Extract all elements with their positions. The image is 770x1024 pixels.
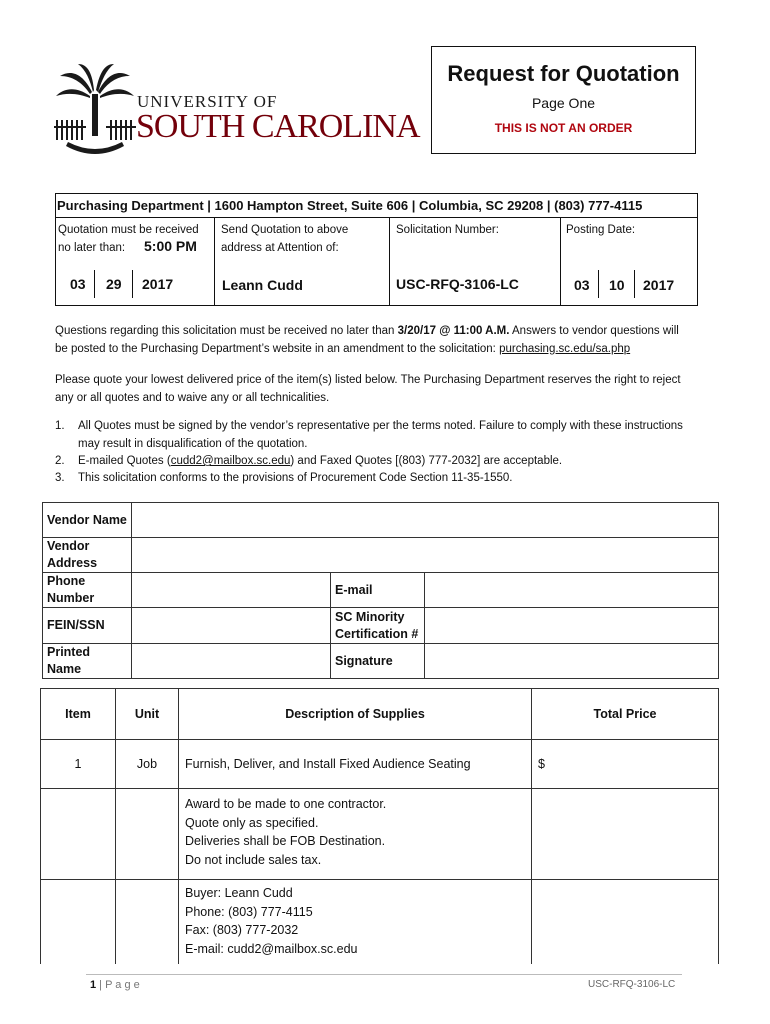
empty-cell	[116, 789, 179, 880]
printed-name-label: Printed Name	[43, 644, 132, 679]
divider	[598, 270, 599, 298]
instructions-list	[55, 418, 705, 488]
list-item	[78, 453, 698, 471]
empty-cell	[116, 880, 179, 964]
questions-paragraph	[55, 322, 705, 358]
fein-field[interactable]	[132, 608, 331, 644]
received-label-1: Quotation must be received	[58, 224, 199, 236]
item-description: Furnish, Deliver, and Install Fixed Audience Seating	[179, 740, 532, 789]
phone-label: Phone Number	[43, 573, 132, 608]
quote-text: Please quote your lowest delivered price of the item(s) listed below. The Purchasing Department reserves the right to reject	[55, 374, 681, 386]
vendor-name-label: Vendor Name	[43, 503, 132, 538]
item-header: Item	[41, 689, 116, 740]
empty-cell	[41, 880, 116, 964]
email-link[interactable]: cudd2@mailbox.sc.edu	[170, 455, 291, 467]
received-label-2: no later than:	[58, 242, 126, 254]
printed-name-field[interactable]	[132, 644, 331, 679]
empty-cell	[41, 789, 116, 880]
divider	[214, 218, 215, 305]
questions-text: Answers to vendor questions will	[509, 325, 679, 337]
title-box	[431, 46, 696, 154]
vendor-name-field[interactable]	[132, 503, 719, 538]
list-number: 1.	[55, 420, 65, 432]
page-word: | P a g e	[96, 979, 140, 991]
list-item: This solicitation conforms to the provisions of Procurement Code Section 11-35-1550.	[78, 472, 513, 484]
item-price-field[interactable]: $	[532, 740, 719, 789]
buyer-line: Fax: (803) 777-2032	[185, 923, 299, 937]
note-line: Quote only as specified.	[185, 815, 319, 830]
page-number-value: 1	[90, 979, 97, 991]
total-price-header: Total Price	[532, 689, 719, 740]
not-an-order-notice: THIS IS NOT AN ORDER	[494, 121, 633, 135]
footer-divider	[86, 974, 682, 975]
received-time: 5:00 PM	[144, 238, 197, 254]
department-address-line: Purchasing Department | 1600 Hampton Street, Suite 606 | Columbia, SC 29208 | (803) 777-4115	[57, 198, 643, 213]
send-label-1: Send Quotation to above	[221, 224, 349, 236]
empty-cell	[532, 789, 719, 880]
due-year: 2017	[142, 276, 174, 292]
divider	[132, 270, 133, 298]
posting-month: 03	[574, 277, 590, 293]
empty-cell	[532, 880, 719, 964]
list-number: 3.	[55, 472, 65, 484]
vendor-address-field[interactable]	[132, 538, 719, 573]
logo-south-carolina: SOUTH CAROLINA	[136, 108, 420, 145]
items-table	[40, 688, 719, 964]
questions-deadline: 3/20/17 @ 11:00 A.M.	[397, 325, 510, 337]
questions-text: Questions regarding this solicitation must be received no later than	[55, 325, 398, 337]
signature-field[interactable]	[425, 644, 719, 679]
solicitation-number: USC-RFQ-3106-LC	[396, 276, 519, 292]
item-number: 1	[41, 740, 116, 789]
buyer-line: E-mail: cudd2@mailbox.sc.edu	[185, 941, 358, 956]
item-unit: Job	[116, 740, 179, 789]
divider	[634, 270, 635, 298]
due-month: 03	[70, 276, 86, 292]
buyer-contact	[179, 880, 532, 964]
vendor-address-label: Vendor Address	[43, 538, 132, 573]
logo-university-of: UNIVERSITY OF	[137, 92, 278, 111]
quote-text: any or all quotes and to waive any or all technicalities.	[55, 392, 330, 404]
description-header: Description of Supplies	[179, 689, 532, 740]
attention-name: Leann Cudd	[222, 277, 303, 293]
questions-text: be posted to the Purchasing Department’s website in an amendment to the solicitation:	[55, 343, 500, 355]
note-line: Deliveries shall be FOB Destination.	[185, 834, 386, 848]
solicitation-number-label: Solicitation Number:	[396, 224, 499, 236]
minority-cert-label: SC Minority Certification #	[331, 608, 425, 644]
list-text: All Quotes must be signed by the vendor’s representative per the terms noted. Failure to comply with these instructions	[78, 420, 683, 432]
posting-year: 2017	[643, 277, 675, 293]
quote-paragraph	[55, 371, 705, 407]
list-item	[78, 418, 698, 453]
divider	[94, 270, 95, 298]
page-label: Page One	[531, 95, 596, 111]
divider	[56, 217, 697, 218]
buyer-line: Phone: (803) 777-4115	[185, 904, 313, 919]
terms-notes	[179, 789, 532, 880]
page-number	[90, 979, 140, 991]
list-text: may result in disqualification of the quotation.	[78, 437, 308, 450]
posting-day: 10	[609, 277, 625, 293]
email-label: E-mail	[331, 573, 425, 608]
list-number: 2.	[55, 455, 65, 467]
list-text: ) and Faxed Quotes [(803) 777-2032] are acceptable.	[290, 455, 563, 467]
document-title: Request for Quotation	[447, 61, 680, 86]
list-text: E-mailed Quotes (	[78, 455, 171, 467]
note-line: Award to be made to one contractor.	[185, 797, 387, 811]
minority-cert-field[interactable]	[425, 608, 719, 644]
buyer-line: Buyer: Leann Cudd	[185, 886, 293, 900]
unit-header: Unit	[116, 689, 179, 740]
divider	[560, 218, 561, 305]
email-field[interactable]	[425, 573, 719, 608]
signature-label: Signature	[331, 644, 425, 679]
posting-date-label: Posting Date:	[566, 224, 636, 236]
send-label-2: address at Attention of:	[221, 242, 339, 254]
note-line: Do not include sales tax.	[185, 852, 322, 867]
fein-label: FEIN/SSN	[43, 608, 132, 644]
purchasing-website-link[interactable]: purchasing.sc.edu/sa.php	[499, 343, 631, 355]
footer-doc-id: USC-RFQ-3106-LC	[588, 979, 676, 990]
divider	[389, 218, 390, 305]
vendor-info-table	[42, 502, 719, 679]
phone-field[interactable]	[132, 573, 331, 608]
due-day: 29	[106, 276, 122, 292]
